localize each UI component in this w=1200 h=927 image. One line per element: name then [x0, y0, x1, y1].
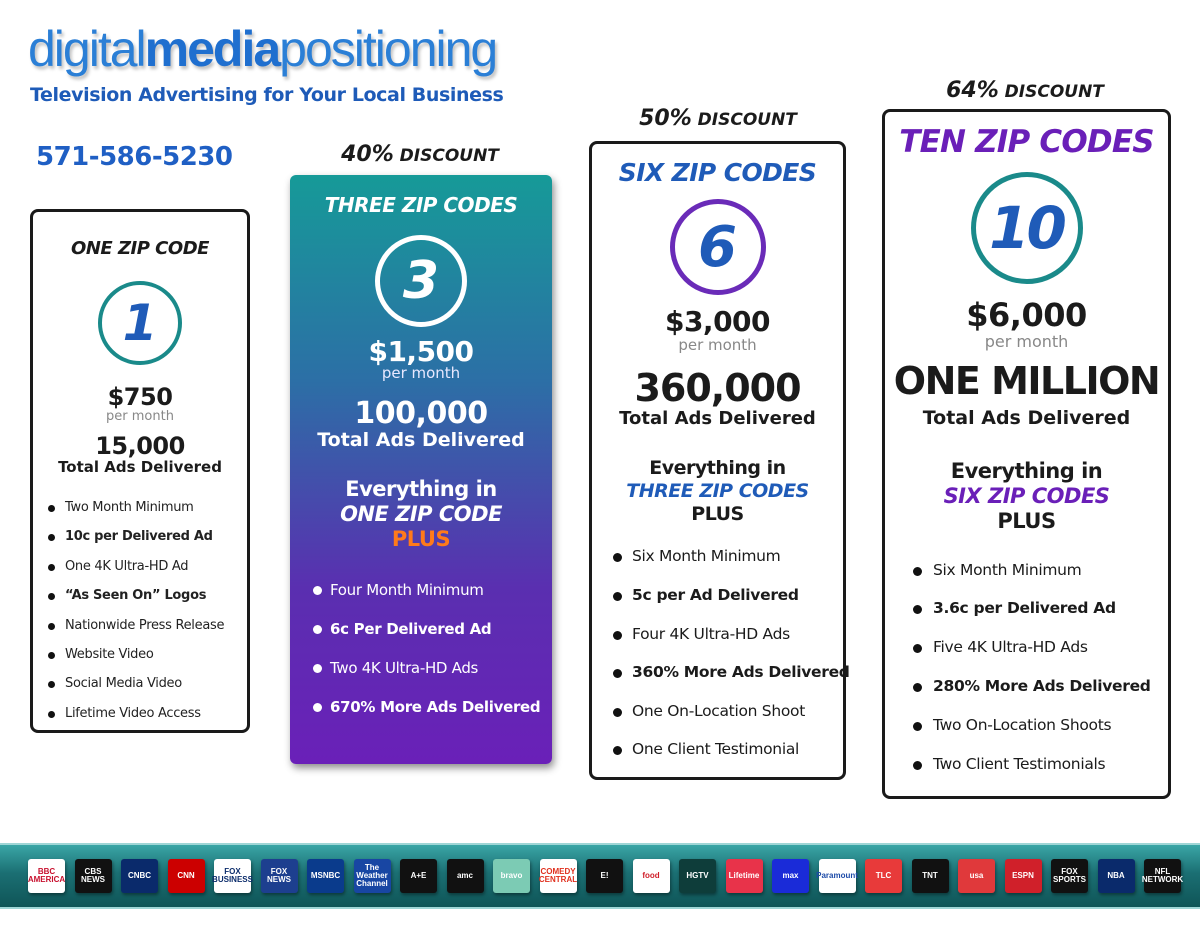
includes-plan-ref: SIX ZIP CODES	[943, 484, 1110, 509]
tnt-logo: TNT	[912, 859, 949, 893]
total-ads-label: Total Ads Delivered	[922, 407, 1131, 429]
feature-item: Six Month Minimum	[632, 547, 843, 586]
feature-item: Five 4K Ultra-HD Ads	[933, 638, 1168, 677]
feature-item: Website Video	[63, 647, 247, 676]
bbc-america-logo: BBC AMERICA	[28, 859, 65, 893]
feature-item: 280% More Ads Delivered	[933, 677, 1168, 716]
feature-item: 5c per Ad Delivered	[632, 586, 843, 625]
discount-text: DISCOUNT	[998, 82, 1104, 102]
total-ads: 100,000	[354, 396, 488, 431]
discount-text: DISCOUNT	[691, 110, 797, 130]
feature-item: 3.6c per Delivered Ad	[933, 599, 1168, 638]
plan-number-badge: 3	[375, 235, 467, 327]
nfl-network-logo: NFL NETWORK	[1144, 859, 1181, 893]
feature-item: Four Month Minimum	[330, 581, 552, 620]
total-ads-label: Total Ads Delivered	[58, 458, 222, 476]
total-ads-label: Total Ads Delivered	[317, 429, 525, 451]
plan-title: ONE ZIP CODE	[71, 238, 209, 259]
plan-card-six-zip[interactable]	[589, 141, 850, 780]
discount-label-10	[915, 78, 1135, 103]
plus-label: PLUS	[997, 509, 1056, 534]
food-network-logo: food	[633, 859, 670, 893]
feature-item: 670% More Ads Delivered	[330, 698, 552, 737]
feature-item: Lifetime Video Access	[63, 706, 247, 735]
plus-label: PLUS	[391, 527, 451, 552]
feature-item: Two Month Minimum	[63, 500, 247, 529]
tagline: Television Advertising for Your Local Business	[30, 84, 504, 106]
lifetime-logo: Lifetime	[726, 859, 763, 893]
plan-number-badge: 10	[971, 172, 1083, 284]
paramount-logo: Paramount	[819, 859, 856, 893]
fox-news-logo: FOX NEWS	[261, 859, 298, 893]
tlc-logo: TLC	[865, 859, 902, 893]
feature-item: 6c Per Delivered Ad	[330, 620, 552, 659]
includes-text: Everything in	[345, 477, 497, 501]
discount-percent: 64%	[946, 78, 999, 103]
comedy-central-logo: COMEDY CENTRAL	[540, 859, 577, 893]
brand-word-1: digital	[28, 21, 145, 77]
plan-price: $6,000	[966, 296, 1087, 334]
total-ads: ONE MILLION	[893, 359, 1160, 403]
includes-text: Everything in	[950, 459, 1103, 483]
max-logo: max	[772, 859, 809, 893]
hgtv-logo: HGTV	[679, 859, 716, 893]
price-period: per month	[381, 364, 461, 382]
feature-list	[330, 581, 552, 737]
feature-item: 360% More Ads Delivered	[632, 663, 843, 702]
feature-item: One 4K Ultra-HD Ad	[63, 559, 247, 588]
feature-list	[933, 561, 1168, 794]
feature-item: Nationwide Press Release	[63, 618, 247, 647]
weather-channel-logo: The Weather Channel	[354, 859, 391, 893]
price-period: per month	[678, 336, 757, 354]
nba-logo: NBA	[1098, 859, 1135, 893]
plan-card-ten-zip[interactable]	[882, 109, 1171, 799]
bravo-logo: bravo	[493, 859, 530, 893]
includes-block	[885, 459, 1168, 535]
plus-label: PLUS	[691, 502, 744, 525]
plan-card-three-zip[interactable]	[290, 175, 552, 764]
plan-number-badge: 6	[670, 199, 766, 295]
plan-title: THREE ZIP CODES	[324, 193, 518, 217]
fox-business-logo: FOX BUSINESS	[214, 859, 251, 893]
cnbc-logo: CNBC	[121, 859, 158, 893]
plan-price: $1,500	[368, 335, 474, 368]
feature-item: Four 4K Ultra-HD Ads	[632, 625, 843, 664]
feature-item: Two On-Location Shoots	[933, 716, 1168, 755]
includes-block	[592, 457, 843, 525]
includes-plan-ref: THREE ZIP CODES	[626, 479, 809, 502]
total-ads: 360,000	[634, 366, 801, 410]
feature-list	[63, 500, 247, 735]
total-ads: 15,000	[95, 432, 185, 460]
feature-item: One On-Location Shoot	[632, 702, 843, 741]
ae-logo: A+E	[400, 859, 437, 893]
usa-logo: usa	[958, 859, 995, 893]
includes-block	[290, 477, 552, 553]
amc-logo: amc	[447, 859, 484, 893]
brand-word-2: media	[144, 21, 280, 77]
cbs-news-logo: CBS NEWS	[75, 859, 112, 893]
feature-list	[632, 547, 850, 779]
feature-item: “As Seen On” Logos	[63, 588, 247, 617]
plan-title: SIX ZIP CODES	[618, 158, 817, 187]
phone-number[interactable]: 571-586-5230	[36, 142, 233, 172]
brand-word-3: positioning	[279, 21, 497, 77]
total-ads-label: Total Ads Delivered	[619, 408, 816, 429]
plan-price: $750	[107, 383, 173, 411]
price-period: per month	[984, 332, 1069, 351]
feature-item: Six Month Minimum	[933, 561, 1168, 600]
plan-title: TEN ZIP CODES	[899, 124, 1154, 160]
brand-logo	[28, 20, 496, 78]
discount-text: DISCOUNT	[393, 146, 499, 166]
feature-item: One Client Testimonial	[632, 740, 843, 779]
cnn-logo: CNN	[168, 859, 205, 893]
includes-plan-ref: ONE ZIP CODE	[340, 502, 502, 527]
plan-price: $3,000	[664, 305, 771, 338]
msnbc-logo: MSNBC	[307, 859, 344, 893]
discount-label-6	[608, 106, 828, 131]
plan-card-one-zip[interactable]	[30, 209, 250, 733]
price-period: per month	[106, 409, 174, 424]
feature-item: Two Client Testimonials	[933, 755, 1168, 794]
fox-sports-logo: FOX SPORTS	[1051, 859, 1088, 893]
includes-text: Everything in	[649, 457, 786, 479]
feature-item: Social Media Video	[63, 676, 247, 705]
e-logo: E!	[586, 859, 623, 893]
feature-item: 10c per Delivered Ad	[63, 529, 247, 558]
plan-number-badge: 1	[98, 281, 182, 365]
feature-item: Two 4K Ultra-HD Ads	[330, 659, 552, 698]
espn-logo: ESPN	[1005, 859, 1042, 893]
discount-label-3	[310, 142, 530, 167]
discount-percent: 40%	[341, 142, 394, 167]
network-logos-bar	[0, 843, 1200, 909]
discount-percent: 50%	[639, 106, 692, 131]
